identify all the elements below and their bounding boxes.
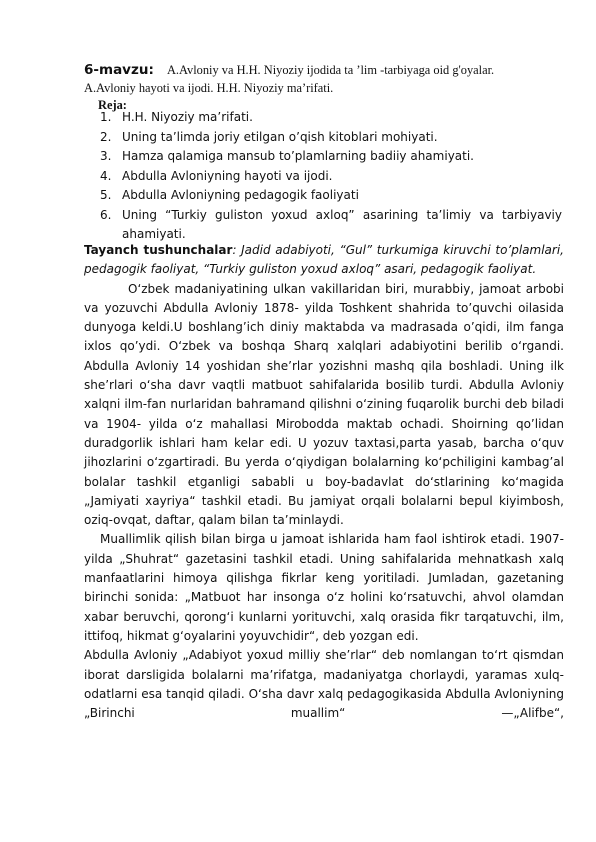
plan-item-number: 3. xyxy=(100,149,112,163)
paragraph-biography: O‘zbek madaniyatining ulkan vakillaridan biri, murabbiy, jamoat arbobi va yozuvchi Abdulla Avloniy 1878- yilda Toshkent shahrida to’quvchi oilasida dunyoga keldi.U boshlang’ich diniy maktabda va madrasada o’qidi, ilm fanga ixlos qo’ydi. O‘zbek va boshqa Sharq xalqlari adabiyotini berilib o‘rgandi. Abdulla Avloniy 14 yoshidan she’rlar yozishni mashq qila boshladi. Uning ilk she’rlari o‘sha davr vaqtli matbuot sahifalarida bosilib turdi. Abdulla Avloniy xalqni ilm-fan nurlaridan bahramand qilishni o‘zining fuqarolik burchi deb biladi va 1904- yilda o‘z mahallasi Mirobodda maktab ochadi. Shoirning qo’lidan duradgorlik ishlari ham kelar edi. U yozuv taxtasi,parta yasab, barcha o‘quv jihozlarini o‘zgartiradi. Bu yerda o‘qiydigan bolalarning ko‘pchiligini kambag’al bolalar tashkil etganligi sababli u boy-badavlat do‘stlarining ko‘magida „Jamiyati xayriya“ tashkil etadi. Bu jamiyat orqali bolalarni bepul kiyimbosh, oziq-ovqat, daftar, qalam bilan ta’minlaydi. xyxy=(84,281,564,528)
plan-item-text: Abdulla Avloniyning pedagogik faoliyati xyxy=(122,188,359,202)
plan-item xyxy=(100,108,562,128)
plan-item-number: 1. xyxy=(100,110,112,124)
plan-item-number: 5. xyxy=(100,188,112,202)
body-text xyxy=(84,241,564,723)
topic-line xyxy=(84,60,564,79)
plan-item xyxy=(100,128,562,148)
plan-item-number: 4. xyxy=(100,168,112,183)
plan-item-text: H.H. Niyoziy ma’rifati. xyxy=(122,110,253,124)
paragraph-textbook: Abdulla Avloniy „Adabiyot yoxud milliy she’rlar“ deb nomlangan to‘rt qismdan iborat darsligida bolalarni ma’rifatga, madaniyatga chorlaydi, yaramas xulq-odatlarni esa tanqid qiladi. O‘sha davr xalq pedagogikasida Abdulla Avloniyning „Birinchi muallim“ —„Alifbe“, xyxy=(84,648,564,721)
plan-item-text: Abdulla Avloniyning hayoti va ijodi. xyxy=(122,168,333,183)
topic-header xyxy=(84,60,564,113)
plan-item-text: Uning ta’limda joriy etilgan o’qish kitoblari mohiyati. xyxy=(122,129,438,144)
plan-item-text: Hamza qalamiga mansub to’plamlarning badiiy ahamiyati. xyxy=(122,149,474,163)
plan-item xyxy=(100,147,562,167)
plan-label: Reja: xyxy=(98,98,127,112)
topic-subtitle: A.Avloniy hayoti va ijodi. H.H. Niyoziy ma’rifati. xyxy=(84,81,334,95)
keywords-paragraph xyxy=(84,241,564,280)
plan-item-number: 6. xyxy=(100,207,112,222)
paragraph-public-work: Muallimlik qilish bilan birga u jamoat ishlarida ham faol ishtirok etadi. 1907-yilda „Shuhrat“ gazetasini tashkil etadi. Uning sahifalarida mehnatkash xalq manfaatlarini himoya qilishga fikrlar keng yoritiladi. Jumladan, gazetaning birinchi sonida: „Matbuot har insonga o‘z holini ko‘rsatuvchi, ahvol olamdan xabar beruvchi, qorong‘i kunlarni yorituvchi, xalq orasida fikr tarqatuvchi, ilm, ittifoq, hikmat g‘oyalarini yoyuvchidir“, deb yozgan edi. xyxy=(84,532,564,643)
topic-label: 6-mavzu: xyxy=(84,62,154,78)
plan-item-text: Uning “Turkiy guliston yoxud axloq” asarining ta’limiy va tarbiyaviy ahamiyati. xyxy=(122,207,562,241)
plan-list xyxy=(100,108,562,245)
plan-item xyxy=(100,186,562,206)
plan-item xyxy=(100,167,562,187)
plan-item-number: 2. xyxy=(100,129,112,144)
topic-title: A.Avloniy va H.H. Niyoziy ijodida ta ’lim -tarbiyaga oid g'oyalar. xyxy=(166,63,495,77)
keywords-label: Tayanch tushunchalar xyxy=(84,243,233,257)
keywords-text: : Jadid adabiyoti, “Gul” turkumiga kiruvchi to’plamlari, pedagogik faoliyat, “Turkiy guliston yoxud axloq” asari, pedagogik faoliyat. xyxy=(84,243,564,277)
plan-item xyxy=(100,206,562,245)
